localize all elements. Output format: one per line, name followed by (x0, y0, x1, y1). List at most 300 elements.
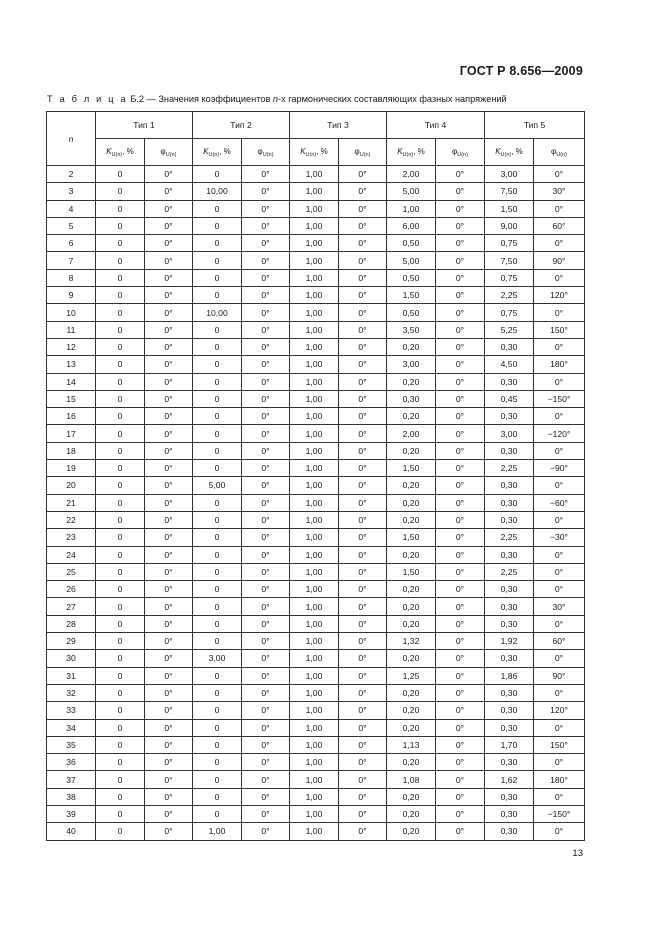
coefficient-cell: 7,50 (485, 183, 534, 200)
phase-cell: 0° (145, 615, 193, 632)
coefficient-cell: 0 (193, 719, 242, 736)
coefficient-cell: 1,00 (290, 563, 339, 580)
coefficient-cell: 1,00 (290, 338, 339, 355)
document-code: ГОСТ Р 8.656—2009 (459, 64, 583, 78)
coefficient-cell: 0 (96, 805, 145, 822)
table-row (47, 425, 585, 442)
coefficient-cell: 0,20 (387, 408, 436, 425)
harmonic-number-cell: 2 (47, 166, 96, 183)
phase-cell: −150° (534, 390, 585, 407)
phase-cell: 90° (534, 252, 585, 269)
table-row (47, 217, 585, 234)
coefficient-cell: 0 (96, 269, 145, 286)
coefficient-cell: 0 (193, 788, 242, 805)
phase-cell: 0° (145, 771, 193, 788)
phase-cell: 0° (436, 546, 485, 563)
phase-cell: 0° (339, 736, 387, 753)
phase-cell: 0° (242, 529, 290, 546)
table-row (47, 719, 585, 736)
coefficient-cell: 0 (96, 719, 145, 736)
harmonic-number-cell: 13 (47, 356, 96, 373)
phase-cell: 0° (242, 633, 290, 650)
coefficient-cell: 9,00 (485, 217, 534, 234)
harmonic-number-cell: 29 (47, 633, 96, 650)
phase-cell: 0° (145, 304, 193, 321)
phase-cell: 0° (242, 217, 290, 234)
coefficient-cell: 1,00 (290, 235, 339, 252)
phase-cell: 0° (436, 771, 485, 788)
table-row (47, 633, 585, 650)
phase-cell: 0° (436, 650, 485, 667)
harmonic-number-cell: 33 (47, 702, 96, 719)
coefficient-cell: 0 (193, 338, 242, 355)
caption-prefix: Т а б л и ц а (47, 94, 128, 104)
coefficient-cell: 0,20 (387, 373, 436, 390)
coefficient-cell: 1,00 (290, 511, 339, 528)
table-row (47, 684, 585, 701)
coefficient-cell: 1,00 (290, 529, 339, 546)
coefficient-cell: 1,00 (290, 269, 339, 286)
k-symbol: K (397, 146, 403, 156)
phase-cell: 0° (436, 235, 485, 252)
phase-cell: 0° (339, 511, 387, 528)
table-row (47, 183, 585, 200)
phase-cell: 0° (145, 736, 193, 753)
phase-angle-header (534, 139, 585, 166)
phase-cell: 0° (339, 823, 387, 840)
harmonic-number-cell: 23 (47, 529, 96, 546)
coefficient-cell: 0 (193, 217, 242, 234)
coefficient-cell: 0,20 (387, 684, 436, 701)
coefficient-cell: 0 (96, 442, 145, 459)
coefficient-cell: 0 (193, 390, 242, 407)
phase-cell: 0° (242, 719, 290, 736)
phase-cell: 0° (145, 442, 193, 459)
phase-cell: −90° (534, 460, 585, 477)
phase-cell: 0° (534, 373, 585, 390)
coefficient-cell: 0,75 (485, 269, 534, 286)
phase-cell: 0° (436, 477, 485, 494)
phase-cell: 0° (436, 460, 485, 477)
phase-cell: 0° (242, 546, 290, 563)
table-row (47, 805, 585, 822)
coefficient-cell: 1,00 (290, 805, 339, 822)
phase-cell: 0° (145, 494, 193, 511)
table-row (47, 235, 585, 252)
phase-cell: 0° (339, 217, 387, 234)
coefficient-cell: 1,00 (290, 252, 339, 269)
coefficient-cell: 0 (193, 598, 242, 615)
harmonic-number-cell: 15 (47, 390, 96, 407)
table-row (47, 494, 585, 511)
coefficient-cell: 0,30 (485, 719, 534, 736)
harmonic-number-cell: 32 (47, 684, 96, 701)
coefficient-cell: 0,30 (485, 805, 534, 822)
phase-cell: 0° (436, 442, 485, 459)
coefficient-cell: 1,00 (290, 321, 339, 338)
phase-cell: 0° (339, 788, 387, 805)
k-coefficient-header (96, 139, 145, 166)
phase-cell: 0° (242, 408, 290, 425)
phase-cell: 0° (339, 338, 387, 355)
phase-cell: −120° (534, 425, 585, 442)
coefficient-cell: 1,00 (290, 633, 339, 650)
phase-cell: 0° (145, 373, 193, 390)
k-subscript: U(n) (305, 151, 317, 158)
phase-cell: 0° (339, 477, 387, 494)
harmonic-number-cell: 31 (47, 667, 96, 684)
coefficient-cell: 0 (193, 252, 242, 269)
coefficients-table (46, 111, 585, 841)
coefficient-cell: 0,30 (485, 546, 534, 563)
type-header: Тип 2 (193, 112, 290, 139)
coefficient-cell: 0,20 (387, 511, 436, 528)
phi-subscript: U(n) (556, 151, 567, 158)
phase-cell: 0° (436, 788, 485, 805)
harmonic-number-cell: 34 (47, 719, 96, 736)
phase-cell: 0° (436, 529, 485, 546)
phase-cell: 0° (145, 633, 193, 650)
coefficient-cell: 0 (96, 200, 145, 217)
phase-cell: 0° (436, 217, 485, 234)
coefficient-cell: 1,70 (485, 736, 534, 753)
coefficient-cell: 0 (96, 702, 145, 719)
k-unit: , % (511, 146, 523, 156)
coefficient-cell: 0,20 (387, 581, 436, 598)
phase-cell: 0° (145, 650, 193, 667)
phase-cell: 0° (145, 754, 193, 771)
table-row (47, 166, 585, 183)
coefficient-cell: 0,50 (387, 235, 436, 252)
table-row (47, 823, 585, 840)
phase-cell: 0° (145, 598, 193, 615)
coefficient-cell: 3,00 (387, 356, 436, 373)
coefficient-cell: 0 (96, 771, 145, 788)
phase-cell: 0° (339, 529, 387, 546)
phase-cell: 0° (436, 304, 485, 321)
coefficient-cell: 0,30 (485, 338, 534, 355)
coefficient-cell: 0 (96, 235, 145, 252)
coefficient-cell: 5,00 (193, 477, 242, 494)
phase-cell: 0° (436, 338, 485, 355)
k-coefficient-header (193, 139, 242, 166)
table-row (47, 252, 585, 269)
coefficient-cell: 1,00 (290, 494, 339, 511)
k-subscript: U(n) (402, 151, 414, 158)
phase-cell: 0° (339, 183, 387, 200)
k-symbol: K (300, 146, 306, 156)
coefficient-cell: 0 (193, 321, 242, 338)
table-row (47, 477, 585, 494)
phase-cell: 0° (242, 615, 290, 632)
phase-cell: 0° (242, 805, 290, 822)
phi-symbol: φ (452, 146, 458, 156)
harmonic-number-cell: 22 (47, 511, 96, 528)
table-row (47, 511, 585, 528)
harmonic-number-cell: 30 (47, 650, 96, 667)
phase-cell: 0° (145, 287, 193, 304)
coefficient-cell: 0,30 (485, 702, 534, 719)
harmonic-number-cell: 10 (47, 304, 96, 321)
coefficient-cell: 0,30 (485, 581, 534, 598)
phi-subscript: U(n) (165, 151, 177, 158)
coefficient-cell: 3,00 (485, 166, 534, 183)
coefficient-cell: 0,20 (387, 615, 436, 632)
phase-cell: 0° (145, 183, 193, 200)
phase-cell: 0° (242, 702, 290, 719)
harmonic-number-cell: 8 (47, 269, 96, 286)
table-row (47, 754, 585, 771)
coefficient-cell: 0,30 (485, 598, 534, 615)
coefficient-cell: 1,62 (485, 771, 534, 788)
coefficient-cell: 1,50 (387, 563, 436, 580)
coefficient-cell: 1,00 (290, 667, 339, 684)
phase-cell: 0° (436, 598, 485, 615)
coefficient-cell: 1,00 (387, 200, 436, 217)
phi-symbol: φ (257, 146, 263, 156)
phase-cell: 0° (436, 252, 485, 269)
table-row (47, 287, 585, 304)
phase-cell: 0° (436, 581, 485, 598)
phase-cell: 0° (339, 598, 387, 615)
coefficient-cell: 0 (96, 754, 145, 771)
table-row (47, 563, 585, 580)
coefficient-cell: 0 (193, 356, 242, 373)
phase-cell: 0° (339, 269, 387, 286)
phase-cell: 0° (534, 719, 585, 736)
coefficient-cell: 0 (96, 460, 145, 477)
coefficient-cell: 0 (96, 736, 145, 753)
phase-cell: 0° (339, 356, 387, 373)
phase-cell: 180° (534, 771, 585, 788)
coefficient-cell: 10,00 (193, 183, 242, 200)
coefficient-cell: 1,00 (290, 356, 339, 373)
coefficient-cell: 0,20 (387, 442, 436, 459)
coefficient-cell: 1,00 (290, 823, 339, 840)
phase-cell: 0° (339, 719, 387, 736)
table-row (47, 442, 585, 459)
coefficient-cell: 0,20 (387, 598, 436, 615)
coefficient-cell: 0 (193, 408, 242, 425)
phase-cell: 0° (534, 581, 585, 598)
coefficient-cell: 0 (193, 287, 242, 304)
harmonic-number-cell: 17 (47, 425, 96, 442)
phase-cell: 0° (145, 200, 193, 217)
coefficient-cell: 0 (193, 425, 242, 442)
phase-cell: 0° (145, 235, 193, 252)
phase-cell: 0° (436, 615, 485, 632)
coefficient-cell: 1,00 (290, 546, 339, 563)
phase-cell: 0° (534, 684, 585, 701)
coefficient-cell: 0 (96, 390, 145, 407)
harmonic-number-cell: 16 (47, 408, 96, 425)
coefficient-cell: 0,30 (485, 823, 534, 840)
phase-cell: 0° (242, 788, 290, 805)
phase-cell: 0° (145, 563, 193, 580)
coefficient-cell: 0 (96, 615, 145, 632)
phase-cell: 0° (339, 563, 387, 580)
harmonic-number-cell: 39 (47, 805, 96, 822)
phase-cell: 0° (436, 200, 485, 217)
coefficient-cell: 1,00 (290, 771, 339, 788)
coefficient-cell: 2,25 (485, 529, 534, 546)
phase-cell: 0° (145, 269, 193, 286)
coefficient-cell: 1,00 (290, 304, 339, 321)
coefficient-cell: 0 (96, 183, 145, 200)
coefficient-cell: 4,50 (485, 356, 534, 373)
k-coefficient-header (290, 139, 339, 166)
phase-angle-header (145, 139, 193, 166)
table-body (47, 166, 585, 841)
phase-cell: 0° (242, 442, 290, 459)
table-row (47, 702, 585, 719)
phase-cell: 0° (242, 373, 290, 390)
phase-cell: 180° (534, 356, 585, 373)
harmonic-number-cell: 27 (47, 598, 96, 615)
coefficient-cell: 0 (193, 511, 242, 528)
phase-cell: 0° (534, 477, 585, 494)
phase-cell: 0° (534, 823, 585, 840)
phase-cell: 0° (339, 546, 387, 563)
type-header: Тип 1 (96, 112, 193, 139)
phase-cell: 0° (242, 667, 290, 684)
coefficient-cell: 0 (96, 217, 145, 234)
k-subscript: U(n) (208, 151, 220, 158)
table-row (47, 304, 585, 321)
phase-cell: 0° (436, 183, 485, 200)
coefficient-cell: 0 (193, 200, 242, 217)
phase-cell: 0° (242, 736, 290, 753)
phase-cell: 0° (242, 477, 290, 494)
phase-cell: 0° (242, 338, 290, 355)
phase-cell: 0° (436, 425, 485, 442)
coefficient-cell: 0,20 (387, 823, 436, 840)
phase-cell: 0° (436, 754, 485, 771)
coefficient-cell: 0 (96, 166, 145, 183)
phase-angle-header (339, 139, 387, 166)
phase-cell: 0° (242, 754, 290, 771)
harmonic-number-cell: 20 (47, 477, 96, 494)
phase-cell: 0° (534, 788, 585, 805)
header-row-quantities (47, 139, 585, 166)
phase-cell: 0° (339, 425, 387, 442)
table-row (47, 598, 585, 615)
caption-italic-n: n (272, 94, 279, 104)
coefficient-cell: 0,50 (387, 304, 436, 321)
coefficient-cell: 0,75 (485, 304, 534, 321)
coefficient-cell: 0 (96, 633, 145, 650)
coefficient-cell: 1,50 (387, 529, 436, 546)
coefficient-cell: 0 (193, 494, 242, 511)
phase-cell: 0° (242, 356, 290, 373)
phase-cell: 0° (436, 287, 485, 304)
harmonic-number-cell: 24 (47, 546, 96, 563)
phase-cell: 0° (145, 805, 193, 822)
k-subscript: U(n) (500, 151, 512, 158)
coefficient-cell: 1,00 (290, 183, 339, 200)
phase-cell: 0° (145, 321, 193, 338)
phase-cell: 0° (145, 408, 193, 425)
phase-cell: 0° (339, 321, 387, 338)
coefficient-cell: 0,30 (485, 684, 534, 701)
phase-cell: 0° (242, 287, 290, 304)
caption-number: Б.2 (130, 94, 145, 104)
table-row (47, 736, 585, 753)
coefficient-cell: 0 (96, 321, 145, 338)
harmonic-number-cell: 7 (47, 252, 96, 269)
phase-cell: 0° (534, 200, 585, 217)
phase-cell: 0° (242, 563, 290, 580)
phase-cell: 0° (242, 460, 290, 477)
coefficient-cell: 0,30 (485, 754, 534, 771)
table-row (47, 200, 585, 217)
phase-cell: 0° (145, 581, 193, 598)
table-row (47, 667, 585, 684)
coefficient-cell: 1,00 (290, 373, 339, 390)
phase-cell: 0° (534, 754, 585, 771)
coefficient-cell: 0 (96, 356, 145, 373)
phase-cell: 0° (534, 511, 585, 528)
phase-cell: 0° (436, 823, 485, 840)
table-row (47, 529, 585, 546)
k-symbol: K (106, 146, 112, 156)
coefficient-cell: 0 (96, 823, 145, 840)
coefficient-cell: 0,30 (485, 408, 534, 425)
phase-cell: 0° (242, 598, 290, 615)
harmonic-number-cell: 38 (47, 788, 96, 805)
coefficient-cell: 1,92 (485, 633, 534, 650)
phase-cell: 0° (339, 633, 387, 650)
phase-cell: 0° (339, 252, 387, 269)
table-row (47, 390, 585, 407)
type-header: Тип 3 (290, 112, 387, 139)
phase-cell: 0° (436, 494, 485, 511)
harmonic-number-cell: 19 (47, 460, 96, 477)
caption-text-before: — Значения коэффициентов (144, 94, 273, 104)
coefficient-cell: 1,00 (290, 287, 339, 304)
phase-cell: 0° (436, 166, 485, 183)
coefficient-cell: 0,20 (387, 338, 436, 355)
coefficient-cell: 0 (193, 684, 242, 701)
phase-cell: 30° (534, 183, 585, 200)
table-row (47, 615, 585, 632)
coefficient-cell: 0 (193, 460, 242, 477)
coefficient-cell: 1,00 (290, 425, 339, 442)
coefficient-cell: 0 (96, 252, 145, 269)
phase-cell: 0° (436, 408, 485, 425)
phase-cell: 0° (242, 235, 290, 252)
phase-cell: 0° (436, 684, 485, 701)
phi-symbol: φ (160, 146, 166, 156)
phase-cell: 0° (339, 408, 387, 425)
coefficient-cell: 3,00 (193, 650, 242, 667)
coefficient-cell: 0 (96, 287, 145, 304)
k-coefficient-header (387, 139, 436, 166)
phase-cell: 0° (339, 373, 387, 390)
coefficient-cell: 0,20 (387, 702, 436, 719)
phase-cell: 0° (242, 304, 290, 321)
coefficient-cell: 0,30 (485, 477, 534, 494)
coefficient-cell: 0 (193, 442, 242, 459)
coefficient-cell: 2,00 (387, 425, 436, 442)
coefficient-cell: 0,20 (387, 788, 436, 805)
phase-cell: 0° (242, 494, 290, 511)
coefficient-cell: 0 (96, 650, 145, 667)
phase-cell: 0° (242, 200, 290, 217)
header-row-types (47, 112, 585, 139)
phase-cell: 0° (339, 702, 387, 719)
phase-cell: 0° (534, 408, 585, 425)
